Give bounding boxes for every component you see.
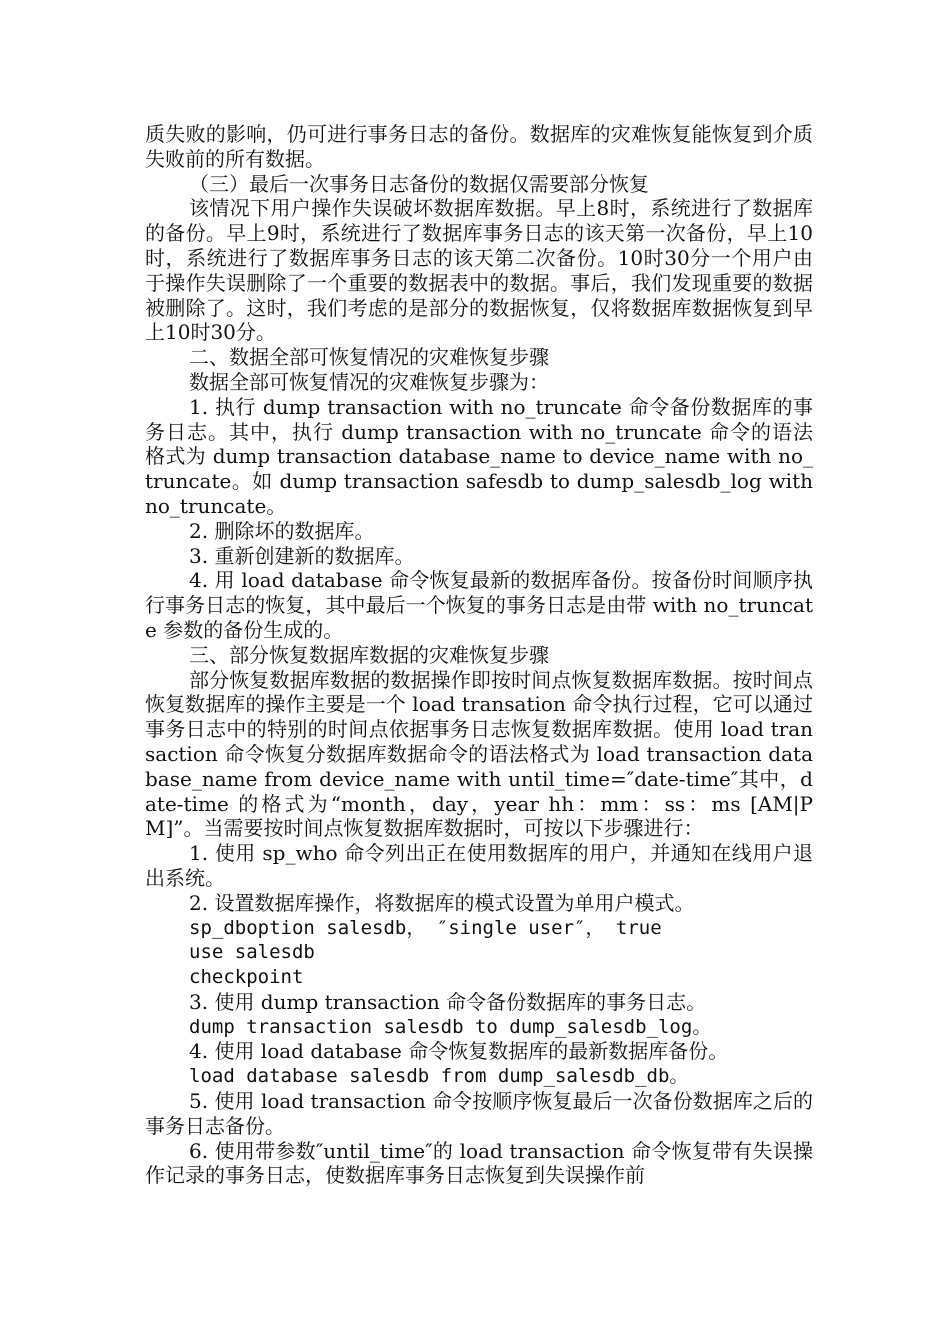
paragraph: 部分恢复数据库数据的数据操作即按时间点恢复数据库数据。按时间点恢复数据库的操作主要是一个 load transation 命令执行过程，它可以通过事务日志中的特别的时间点依据事务日志恢复数据库数据。使用 load transaction 命令恢复分数据库数据命令的语法格式为 load transaction database_name from device_name with until_time=″date-time″其中，date-time 的格式为“month，day，year hh：mm：ss：ms [AM|PM]”。当需要按时间点恢复数据库数据时，可按以下步骤进行：	[145, 667, 813, 841]
code-line: checkpoint	[189, 966, 304, 989]
step-item: 3. 使用 dump transaction 命令备份数据库的事务日志。	[189, 989, 707, 1014]
paragraph: 数据全部可恢复情况的灾难恢复步骤为：	[189, 369, 549, 394]
step-item: 3. 重新创建新的数据库。	[189, 543, 415, 568]
paragraph: 该情况下用户操作失误破坏数据库数据。早上8时，系统进行了数据库的备份。早上9时，系统进行了数据库事务日志的该天第一次备份，早上10时，系统进行了数据库事务日志的该天第二次备份。10时30分一个用户由于操作失误删除了一个重要的数据表中的数据。事后，我们发现重要的数据被删除了。这时，我们考虑的是部分的数据恢复，仅将数据库数据恢复到早上10时30分。	[145, 196, 813, 345]
step-item: 6. 使用带参数″until_time″的 load transaction 命令恢复带有失误操作记录的事务日志，使数据库事务日志恢复到失误操作前	[145, 1138, 813, 1188]
section-heading: 二、数据全部可恢复情况的灾难恢复步骤	[189, 345, 549, 370]
code-line: sp_dboption salesdb， ″single user″， true	[189, 916, 662, 939]
code-line: dump transaction salesdb to dump_salesdb_log。	[189, 1015, 712, 1038]
step-item: 1. 使用 sp_who 命令列出正在使用数据库的用户，并通知在线用户退出系统。	[145, 841, 813, 890]
step-item: 1. 执行 dump transaction with no_truncate 命令备份数据库的事务日志。其中，执行 dump transaction with no_truncate 命令的语法格式为 dump transaction database_name to device_name with no_truncate。如 dump transaction safesdb to dump_salesdb_log with no_truncate。	[145, 394, 813, 518]
paragraph: 质失败的影响，仍可进行事务日志的备份。数据库的灾难恢复能恢复到介质失败前的所有数据。	[145, 122, 813, 171]
code-line: load database salesdb from dump_salesdb_db。	[189, 1065, 689, 1088]
step-item: 2. 设置数据库操作，将数据库的模式设置为单用户模式。	[189, 890, 695, 915]
step-item: 5. 使用 load transaction 命令按顺序恢复最后一次备份数据库之后的事务日志备份。	[145, 1089, 813, 1138]
step-item: 4. 用 load database 命令恢复最新的数据库备份。按备份时间顺序执行事务日志的恢复，其中最后一个恢复的事务日志是由带 with no_truncate 参数的备份生成的。	[145, 568, 813, 642]
step-item: 2. 删除坏的数据库。	[189, 518, 375, 543]
section-heading: 三、部分恢复数据库数据的灾难恢复步骤	[189, 642, 549, 667]
section-heading: （三）最后一次事务日志备份的数据仅需要部分恢复	[189, 171, 649, 196]
code-line: use salesdb	[189, 941, 315, 964]
document-body	[145, 122, 813, 1188]
step-item: 4. 使用 load database 命令恢复数据库的最新数据库备份。	[189, 1039, 729, 1064]
